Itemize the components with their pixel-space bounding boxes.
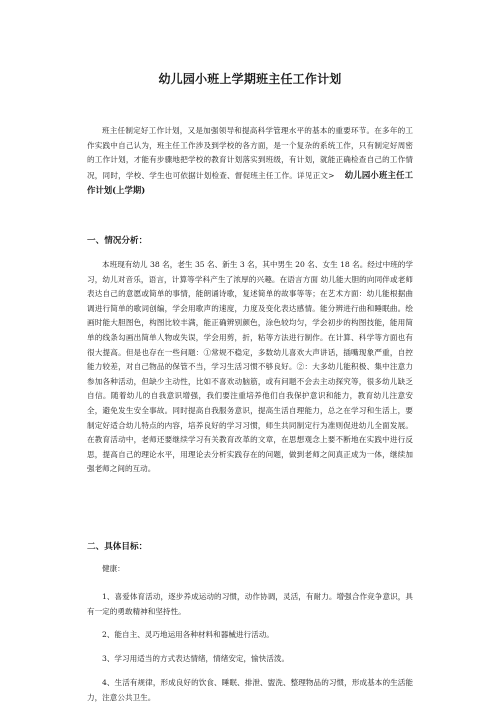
intro-subtitle: 幼儿园小班主任工作计划(上学期)	[87, 169, 413, 196]
section-heading-goals: 二、具体目标：	[87, 542, 148, 552]
health-label: 健康：	[102, 564, 125, 573]
goal-item-3: 3、学习用适当的方式表达情绪，情绪安定，愉快活泼。	[102, 654, 290, 663]
intro-text: 班主任制定好工作计划，又是加强领导和提高科学管理水平的基本的重要环节。在多年的工作实践中自己认为，班主任工作涉及到学校的各方面，是一个复杂的系统工作，只有制定好周密的工作计划，才能有步骤地把学校的教育计划落实到班级，有计划，就能正确检查自己的工作情况，同时，学校、学生也可依据计划检查、督促班主任工作。详见正文>	[87, 126, 413, 180]
goal-item-4: 4、生活有规律，形成良好的饮食、睡眠、排泄、盥洗、整理物品的习惯，形成基本的生活能力，注意公共卫生。	[87, 678, 413, 702]
goal-item-2: 2、能自主、灵巧地运用各种材料和器械进行活动。	[102, 630, 274, 639]
section-heading-analysis: 一、情况分析：	[87, 236, 148, 246]
document-title: 幼儿园小班上学期班主任工作计划	[158, 72, 342, 86]
analysis-paragraph: 本班现有幼儿 38 名，老生 35 名、新生 3 名，其中男生 20 名、女生 18 名。经过中班的学习，幼儿对音乐，语言，计算等学科产生了浓厚的兴趣。在语言方面 幼儿能大胆的向同伴或老师表达自己的意愿或简单的事情，能朗诵诗歌，复述简单的故事等等；在艺术方面：幼儿能根据曲调进行简单的歌词创编，学会用歌声的速度，力度及变化表达感情。能分辨进行曲和睡眠曲。绘画时能大胆图色，构图比较丰满，能正确辨别颜色，涂色较均匀，学会初步的构图技能，能用简单的线条勾画出简单人物或失误，学会用剪，折，粘等方法进行制作。在计算、科学等方面也有很大提高。但是也存在一些问题：①常规不稳定，多数幼儿喜欢大声讲话，插嘴现象严重，自控能力较差，对自己物品的保管不当，学习生活习惯不够良好。②：大多幼儿能积极、集中注意力参加各种活动，但缺少主动性，比如不喜欢动脑筋，或有问题不会去主动探究等，很多幼儿缺乏自信。随着幼儿的自我意识增强，我们要注重培养他们自我保护意识和能力，教育幼儿注意安全，避免发生安全事故。同时提高自我服务意识，提高生活自理能力，总之在学习和生活上，要制定好适合幼儿特点的内容，培养良好的学习习惯，师生共同制定行为准则促进幼儿全面发展。在教育活动中，老师还要继续学习有关教育改革的文章，在思想观念上要不断地在实践中进行反思，提高自己的理论水平，用理论去分析实践存在的问题，做到老师之间真正成为一体，继续加强老师之间的互动。	[87, 260, 413, 474]
goal-item-1: 1、喜爱体育活动，逐步养成运动的习惯，动作协调，灵活，有耐力。增强合作竞争意识，具有一定的勇敢精神和坚持性。	[87, 592, 413, 616]
intro-paragraph	[87, 124, 413, 199]
